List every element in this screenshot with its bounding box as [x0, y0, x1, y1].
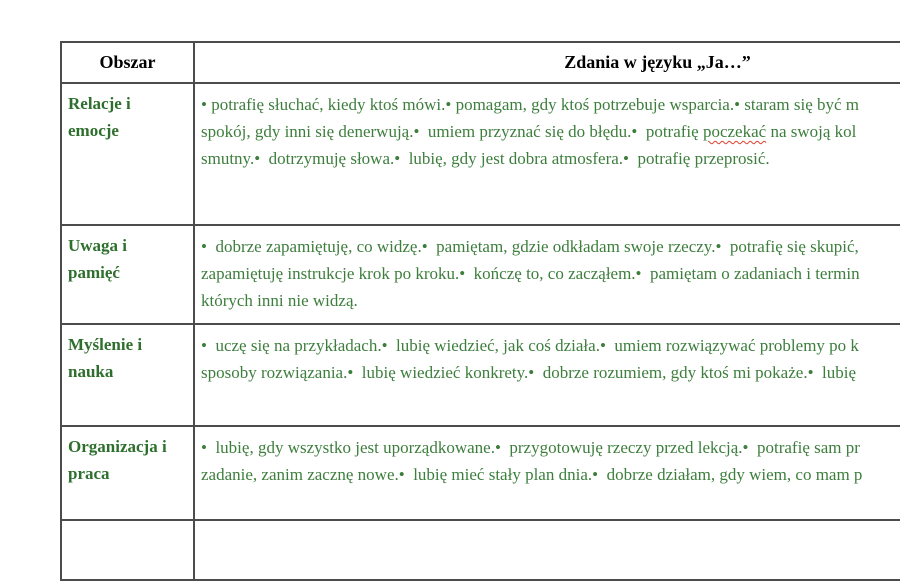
- table-header-row: [60, 43, 900, 84]
- area-label: emocje: [68, 121, 119, 140]
- sentence-line: sposoby rozwiązania.• lubię wiedzieć konkrety.• dobrze rozumiem, gdy ktoś mi pokaże.• lubię: [201, 363, 857, 382]
- sentences-cell-uwaga-i-pamiec[interactable]: [195, 226, 900, 323]
- sentences-cell-relacje-i-emocje[interactable]: [195, 84, 900, 224]
- sentences-cell-myslenie-i-nauka[interactable]: [195, 325, 900, 425]
- table-row-myslenie-i-nauka: [60, 325, 900, 427]
- area-label: Myślenie i: [68, 335, 143, 354]
- area-cell-relacje-i-emocje[interactable]: [62, 84, 195, 224]
- area-label: pamięć: [68, 263, 120, 282]
- sentence-line: których inni nie widzą.: [201, 291, 358, 310]
- area-cell-uwaga-i-pamiec[interactable]: [62, 226, 195, 323]
- sentence-line: • lubię, gdy wszystko jest uporządkowane.• przygotowuję rzeczy przed lekcją.• potrafię sam pr: [201, 438, 860, 457]
- area-label: Uwaga i: [68, 236, 128, 255]
- header-cell-zdania: Zdania w języku „Ja…”: [564, 52, 751, 72]
- area-cell-organizacja-i-praca[interactable]: [62, 427, 195, 519]
- header-cell-obszar: Obszar: [62, 43, 195, 82]
- areas-table: [60, 41, 900, 581]
- area-cell-myslenie-i-nauka[interactable]: [62, 325, 195, 425]
- sentences-cell-organizacja-i-praca[interactable]: [195, 427, 900, 519]
- sentence-line: zadanie, zanim zacznę nowe.• lubię mieć stały plan dnia.• dobrze działam, gdy wiem, co mam p: [201, 465, 863, 484]
- table-row-organizacja-i-praca: [60, 427, 900, 521]
- sentence-text: na swoją kol: [766, 122, 857, 141]
- sentence-line: • dobrze zapamiętuję, co widzę.• pamiętam, gdzie odkładam swoje rzeczy.• potrafię się skupić,: [201, 237, 859, 256]
- table-row-partial: [60, 521, 900, 581]
- area-label: nauka: [68, 362, 114, 381]
- table-row-relacje-i-emocje: [60, 84, 900, 226]
- misspelled-word: poczekać: [702, 122, 767, 141]
- area-label: praca: [68, 464, 110, 483]
- sentence-line: [201, 118, 900, 145]
- area-label: Organizacja i: [68, 437, 167, 456]
- sentence-line: • potrafię słuchać, kiedy ktoś mówi.• pomagam, gdy ktoś potrzebuje wsparcia.• staram się być m: [201, 95, 860, 114]
- table-row-uwaga-i-pamiec: [60, 226, 900, 325]
- sentence-line: zapamiętuję instrukcje krok po kroku.• kończę to, co zacząłem.• pamiętam o zadaniach i termin: [201, 264, 860, 283]
- sentence-line: • uczę się na przykładach.• lubię wiedzieć, jak coś działa.• umiem rozwiązywać problemy po k: [201, 336, 859, 355]
- sentence-text: spokój, gdy inni się denerwują.• umiem przyznać się do błędu.• potrafię: [201, 122, 703, 141]
- sentence-line: smutny.• dotrzymuję słowa.• lubię, gdy jest dobra atmosfera.• potrafię przeprosić.: [201, 149, 770, 168]
- area-label: Relacje i: [68, 94, 131, 113]
